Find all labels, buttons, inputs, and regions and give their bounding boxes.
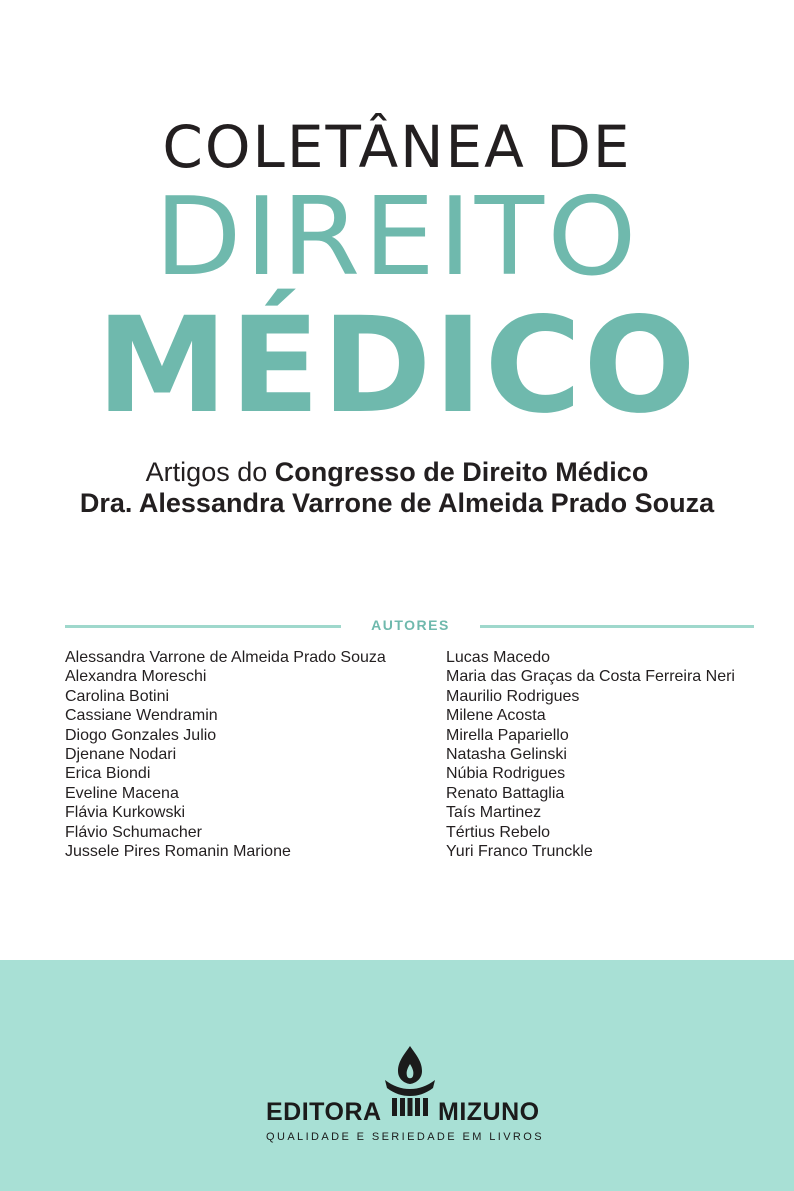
title-line-3: MÉDICO xyxy=(96,289,698,443)
subtitle-prefix: Artigos do xyxy=(145,457,275,487)
author-name: Yuri Franco Trunckle xyxy=(446,843,593,861)
author-name: Mirella Papariello xyxy=(446,726,569,744)
author-name: Núbia Rodrigues xyxy=(446,765,566,783)
author-name: Djenane Nodari xyxy=(65,746,177,764)
authors-list-left xyxy=(65,648,386,861)
author-name: Flávio Schumacher xyxy=(65,823,202,841)
author-name: Tértius Rebelo xyxy=(446,823,551,841)
author-name: Erica Biondi xyxy=(65,765,151,783)
torch-book-logo-icon xyxy=(383,1044,437,1118)
author-name: Eveline Macena xyxy=(65,784,179,802)
authors-divider-left xyxy=(65,625,341,628)
publisher-name-right: MIZUNO xyxy=(438,1098,540,1126)
author-name: Jussele Pires Romanin Marione xyxy=(65,843,291,861)
author-name: Maurilio Rodrigues xyxy=(446,687,580,705)
author-name: Renato Battaglia xyxy=(446,784,565,802)
authors-heading: AUTORES xyxy=(371,617,450,633)
author-name: Carolina Botini xyxy=(65,687,170,705)
subtitle-congress: Congresso de Direito Médico xyxy=(274,457,649,487)
title-line-1: COLETÂNEA DE xyxy=(162,113,632,181)
author-name: Flávia Kurkowski xyxy=(65,804,186,822)
title-line-2: DIREITO xyxy=(154,175,640,300)
publisher-tagline: QUALIDADE E SERIEDADE EM LIVROS xyxy=(266,1131,544,1143)
author-name: Alessandra Varrone de Almeida Prado Souza xyxy=(65,649,386,666)
authors-divider-right xyxy=(480,625,754,628)
author-name: Maria das Graças da Costa Ferreira Neri xyxy=(446,668,735,686)
author-name: Cassiane Wendramin xyxy=(65,707,218,725)
author-name: Lucas Macedo xyxy=(446,649,551,666)
author-name: Alexandra Moreschi xyxy=(65,668,207,686)
author-name: Natasha Gelinski xyxy=(446,746,567,764)
author-name: Taís Martinez xyxy=(446,804,542,822)
author-name: Milene Acosta xyxy=(446,707,546,725)
author-name: Diogo Gonzales Julio xyxy=(65,726,217,744)
authors-list-right xyxy=(446,648,735,861)
publisher-name-left: EDITORA xyxy=(266,1098,382,1126)
subtitle-line-2: Dra. Alessandra Varrone de Almeida Prado Souza xyxy=(79,488,715,518)
subtitle-line-1 xyxy=(0,456,794,488)
